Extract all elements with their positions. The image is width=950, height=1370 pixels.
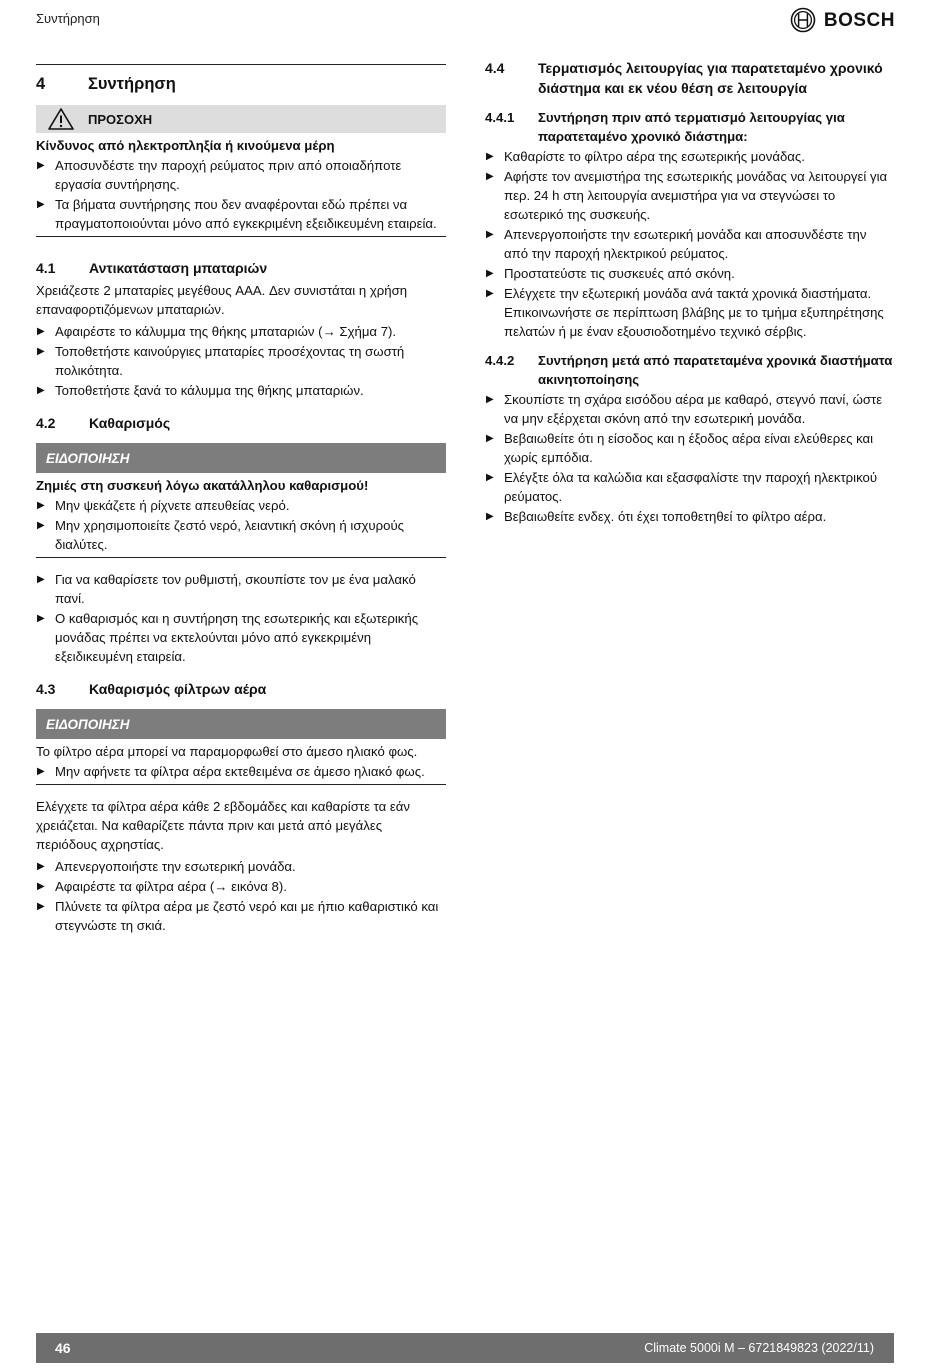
list-item: ▶ Βεβαιωθείτε ενδεχ. ότι έχει τοποθετηθεί το φίλτρο αέρα.: [485, 507, 893, 526]
list-item: ▶ Απενεργοποιήστε την εσωτερική μονάδα και αποσυνδέστε την από την παροχή ηλεκτρικού ρεύματος.: [485, 225, 893, 263]
list-item: ▶ Απενεργοποιήστε την εσωτερική μονάδα.: [36, 857, 446, 876]
section-4-3-heading: 4.3 Καθαρισμός φίλτρων αέρα: [36, 681, 267, 697]
caution-label: ΠΡΟΣΟΧΗ: [88, 111, 153, 127]
caution-bar: [36, 105, 446, 133]
page-number: 46: [55, 1339, 71, 1356]
list-item: ▶ Τα βήματα συντήρησης που δεν αναφέρονται εδώ πρέπει να πραγματοποιούνται μόνο από εγκεκριμένη εξειδικευμένη εταιρεία.: [36, 195, 446, 233]
list-item: ▶ Τοποθετήστε καινούργιες μπαταρίες προσέχοντας τη σωστή πολικότητα.: [36, 342, 446, 380]
list-item: ▶ Μην αφήνετε τα φίλτρα αέρα εκτεθειμένα σε άμεσο ηλιακό φως.: [36, 762, 446, 781]
list-item: ▶ Βεβαιωθείτε ότι η είσοδος και η έξοδος αέρα είναι ελεύθερες και χωρίς εμπόδια.: [485, 429, 893, 467]
list-item: ▶ Ο καθαρισμός και η συντήρηση της εσωτερικής και εξωτερικής μονάδας πρέπει να εκτελούνται μόνο από εγκεκριμένη εξειδικευμένη εταιρεία.: [36, 609, 446, 666]
notice-bar: ΕΙΔΟΠΟΙΗΣΗ: [36, 709, 446, 739]
list-item: ▶ Μην χρησιμοποιείτε ζεστό νερό, λειαντική σκόνη ή ισχυρούς διαλύτες.: [36, 516, 446, 554]
right-column: [485, 58, 893, 526]
battery-intro: Χρειάζεστε 2 μπαταρίες μεγέθους AAA. Δεν συνιστάται η χρήση επαναφορτιζόμενων μπαταριών.: [36, 283, 408, 317]
list-item: ▶ Προστατεύστε τις συσκευές από σκόνη.: [485, 264, 893, 283]
list-item: ▶ Αφαιρέστε τα φίλτρα αέρα (→ εικόνα 8).: [36, 877, 446, 896]
list-item: ▶ Μην ψεκάζετε ή ρίχνετε απευθείας νερό.: [36, 496, 446, 515]
section-4-4-1-heading: 4.4.1 Συντήρηση πριν από τερματισμό λειτουργίας για παρατεταμένο χρονικό διάστημα:: [485, 110, 845, 144]
section-4-heading: 4 Συντήρηση: [36, 64, 446, 95]
list-item: ▶ Αφήστε τον ανεμιστήρα της εσωτερικής μονάδας να λειτουργεί για περ. 24 h στη λειτουργία ανεμιστήρα για να στεγνώσει το εσωτερικό της συσκευής.: [485, 167, 893, 224]
list-item: ▶ Ελέγξτε όλα τα καλώδια και εξασφαλίστε την παροχή ηλεκτρικού ρεύματος.: [485, 468, 893, 506]
list-item: ▶ Σκουπίστε τη σχάρα εισόδου αέρα με καθαρό, στεγνό πανί, ώστε να μην εξέρχεται σκόνη από την εσωτερική μονάδα.: [485, 390, 893, 428]
section-4-2-heading: 4.2 Καθαρισμός: [36, 415, 171, 431]
arrow-right-icon: →: [214, 879, 228, 894]
brand-name: BOSCH: [823, 9, 895, 31]
caution-title: Κίνδυνος από ηλεκτροπληξία ή κινούμενα μέρη: [36, 138, 335, 153]
list-item: ▶ Αποσυνδέστε την παροχή ρεύματος πριν από οποιαδήποτε εργασία συντήρησης.: [36, 156, 446, 194]
brand-logo: [790, 7, 895, 33]
list-item: ▶ Για να καθαρίσετε τον ρυθμιστή, σκουπίστε τον με ένα μαλακό πανί.: [36, 570, 446, 608]
notice-box: [36, 742, 446, 785]
notice-box: [36, 476, 446, 558]
document-id: Climate 5000i M – 6721849823 (2022/11): [644, 1340, 874, 1355]
filter-intro: Ελέγχετε τα φίλτρα αέρα κάθε 2 εβδομάδες και καθαρίστε τα εάν χρειάζεται. Να καθαρίζετε πάντα πριν και μετά από μεγάλες περιόδους αχρηστίας.: [36, 799, 411, 852]
section-4-4-2-heading: 4.4.2 Συντήρηση μετά από παρατεταμένα χρονικά διαστήματα ακινητοποίησης: [485, 353, 893, 387]
notice-title: Ζημιές στη συσκευή λόγω ακατάλληλου καθαρισμού!: [36, 478, 369, 493]
list-item: ▶ Τοποθετήστε ξανά το κάλυμμα της θήκης μπαταριών.: [36, 381, 446, 400]
section-4-1-heading: 4.1 Αντικατάσταση μπαταριών: [36, 260, 268, 276]
arrow-right-icon: →: [322, 324, 336, 339]
caution-box: [36, 136, 446, 237]
left-column: [36, 58, 446, 935]
bosch-armature-icon: [790, 7, 816, 33]
running-header: Συντήρηση: [36, 11, 100, 26]
warning-triangle-icon: [42, 105, 80, 133]
list-item: ▶ Πλύνετε τα φίλτρα αέρα με ζεστό νερό και με ήπιο καθαριστικό και στεγνώστε τη σκιά.: [36, 897, 446, 935]
list-item: ▶ Καθαρίστε το φίλτρο αέρα της εσωτερικής μονάδας.: [485, 147, 893, 166]
section-4-4-heading: 4.4 Τερματισμός λειτουργίας για παρατεταμένο χρονικό διάστημα και εκ νέου θέση σε λειτουργία: [485, 60, 883, 96]
page-footer: [36, 1333, 894, 1363]
notice-bar: ΕΙΔΟΠΟΙΗΣΗ: [36, 443, 446, 473]
list-item: ▶ Ελέγχετε την εξωτερική μονάδα ανά τακτά χρονικά διαστήματα. Επικοινωνήστε σε περίπτωση βλάβης με το τμήμα εξυπηρέτησης πελατών ή με έναν εξουσιοδοτημένο τεχνικό σέρβις.: [485, 284, 893, 341]
list-item: ▶ Αφαιρέστε το κάλυμμα της θήκης μπαταριών (→ Σχήμα 7).: [36, 322, 446, 341]
notice-text: Το φίλτρο αέρα μπορεί να παραμορφωθεί στο άμεσο ηλιακό φως.: [36, 744, 418, 759]
